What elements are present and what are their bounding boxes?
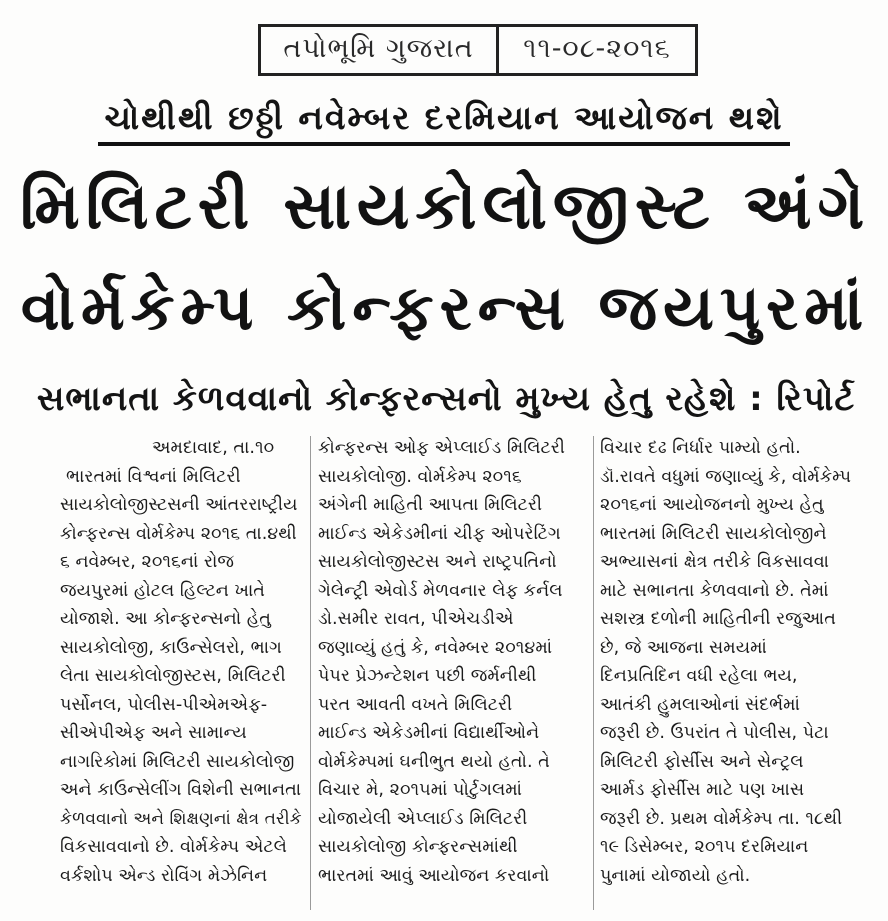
column-line: જયપુરમાં હોટલ હિલ્ટન ખાતે bbox=[60, 580, 265, 601]
column-line: ડો.સમીર રાવત, પીએચડીએ bbox=[318, 609, 514, 629]
column-line: છે, જે આજના સમયમાં bbox=[600, 637, 767, 658]
column-line: સાયકોલોજી. વોર્મકેમ્પ ૨૦૧૬ bbox=[318, 466, 522, 487]
column-line: દિનપ્રતિદિન વધી રહેલા ભય, bbox=[600, 666, 798, 686]
column-line: પર્સોનલ, પોલીસ-પીએમએફ- bbox=[60, 694, 268, 715]
column-line: સીએપીએફ અને સામાન્ય bbox=[60, 723, 247, 743]
column-line: લેતા સાયકોલોજીસ્ટસ, મિલિટરી bbox=[60, 666, 286, 686]
column-line: પરત આવતી વખતે મિલિટરી bbox=[318, 694, 513, 715]
column-line: અંગેની માહિતી આપતા મિલિટરી bbox=[318, 495, 543, 515]
column-line: માઈન્ડ એકેડમીનાં વિદ્યાર્થીઓને bbox=[318, 723, 540, 743]
column-line: સાયકોલોજીસ્ટસ અને રાષ્ટ્રપતિનો bbox=[318, 552, 557, 572]
column-line: જણાવ્યું હતું કે, નવેમ્બર ૨૦૧૪માં bbox=[318, 637, 553, 658]
column-line: યોજાયેલી એપ્લાઈડ મિલિટરી bbox=[318, 808, 528, 829]
column-line: પેપર પ્રેઝન્ટેશન પછી જર્મનીથી bbox=[318, 666, 537, 686]
newspaper-name: તપોભૂમિ ગુજરાત bbox=[283, 33, 474, 64]
kicker-headline: ચોથીથી છઠ્ઠી નવેમ્બર દરમિયાન આયોજન થશે bbox=[98, 96, 790, 146]
subheadline: સભાનતા કેળવવાનો કોન્ફરન્સનો મુખ્ય હેતુ રહેશે : રિપોર્ટ bbox=[36, 379, 856, 419]
column-line: માટે સભાનતા કેળવવાનો છે. તેમાં bbox=[600, 580, 829, 601]
headline-line-2: વોર્મકેમ્પ કોન્ફરન્સ જયપુરમાં bbox=[20, 271, 870, 344]
column-line: સાયકોલોજી કોન્ફરન્સમાંથી bbox=[318, 837, 518, 857]
column-line: સશસ્ત્ર દળોની માહિતીની રજુઆત bbox=[600, 609, 836, 629]
column-line: વોર્મકેમ્પમાં ઘનીભુત થયો હતો. તે bbox=[318, 751, 550, 772]
column-line: પુનામાં યોજાયો હતો. bbox=[600, 865, 751, 886]
publication-date: ૧૧-૦૮-૨૦૧૬ bbox=[523, 33, 671, 64]
column-divider bbox=[310, 436, 311, 910]
column-line: ૬ નવેમ્બર, ૨૦૧૬નાં રોજ bbox=[60, 552, 235, 572]
masthead bbox=[258, 24, 698, 78]
column-line: ડૉ.રાવતે વધુમાં જણાવ્યું કે, વોર્મકેમ્પ bbox=[600, 466, 852, 487]
column-line: માઈન્ડ એકેડમીનાં ચીફ ઓપરેટિંગ bbox=[318, 523, 561, 544]
column-line: મિલિટરી ફોર્સીસ અને સેન્ટ્રલ bbox=[600, 751, 804, 772]
column-line: ૨૦૧૬નાં આયોજનનો મુખ્ય હેતુ bbox=[600, 495, 824, 515]
column-line: અને કાઉન્સેલીંગ વિશેની સભાનતા bbox=[60, 780, 302, 800]
column-line: ગેલેન્ટ્રી એવોર્ડ મેળવનાર લેફ કર્નલ bbox=[318, 580, 563, 601]
article-column-2 bbox=[318, 434, 586, 918]
column-line: સાયકોલોજી, કાઉન્સેલરો, ભાગ bbox=[60, 637, 282, 658]
article-column-1 bbox=[60, 434, 303, 918]
column-line: વિકસાવવાનો છે. વોર્મકેમ્પ એટલે bbox=[60, 837, 287, 857]
masthead-paper-box bbox=[258, 24, 496, 76]
column-line: કોન્ફરન્સ ઓફ એપ્લાઈડ મિલિટરી bbox=[318, 438, 565, 458]
column-line: જરૂરી છે. પ્રથમ વોર્મકેમ્પ તા. ૧૮થી bbox=[600, 808, 843, 829]
column-line: કેળવવાનો અને શિક્ષણનાં ક્ષેત્ર તરીકે bbox=[60, 808, 302, 829]
headline-line-1: મિલિટરી સાયકોલોજીસ્ટ અંગે bbox=[20, 170, 871, 244]
masthead-date-box bbox=[496, 24, 698, 76]
column-line: અભ્યાસનાં ક્ષેત્ર તરીકે વિકસાવવા bbox=[600, 552, 829, 572]
column-line: નાગરિકોમાં મિલિટરી સાયકોલોજી bbox=[60, 751, 295, 772]
article-column-3 bbox=[600, 434, 872, 918]
column-line: ભારતમાં આવું આયોજન કરવાનો bbox=[318, 865, 550, 886]
column-line: આતંકી હુમલાઓનાં સંદર્ભમાં bbox=[600, 694, 800, 715]
column-line: ૧૯ ડિસેમ્બર, ૨૦૧૫ દરમિયાન bbox=[600, 837, 809, 857]
column-line: વિચાર દઢ નિર્ધાર પામ્યો હતો. bbox=[600, 438, 801, 458]
column-line: વિચાર મે, ૨૦૧૫માં પોર્ટુગલમાં bbox=[318, 780, 522, 800]
column-line: વર્કશોપ એન્ડ રોવિંગ મેઝેનિન bbox=[60, 865, 268, 886]
column-line: આર્મડ ફોર્સીસ માટે પણ ખાસ bbox=[600, 780, 805, 800]
column-line: સાયકોલોજીસ્ટસની આંતરરાષ્ટ્રીય bbox=[60, 495, 298, 515]
column-line: યોજાશે. આ કોન્ફરન્સનો હેતુ bbox=[60, 609, 271, 629]
column-divider bbox=[593, 436, 594, 910]
column-line: કોન્ફરન્સ વોર્મકેમ્પ ૨૦૧૬ તા.૪થી bbox=[60, 523, 297, 544]
column-line: ભારતમાં વિશ્વનાં મિલિટરી bbox=[66, 466, 241, 487]
column-line: ભારતમાં મિલિટરી સાયકોલોજીને bbox=[600, 523, 827, 544]
dateline: અમદાવાદ, તા.૧૦ bbox=[152, 438, 275, 458]
column-line: જરૂરી છે. ઉપરાંત તે પોલીસ, પેટા bbox=[600, 723, 829, 743]
